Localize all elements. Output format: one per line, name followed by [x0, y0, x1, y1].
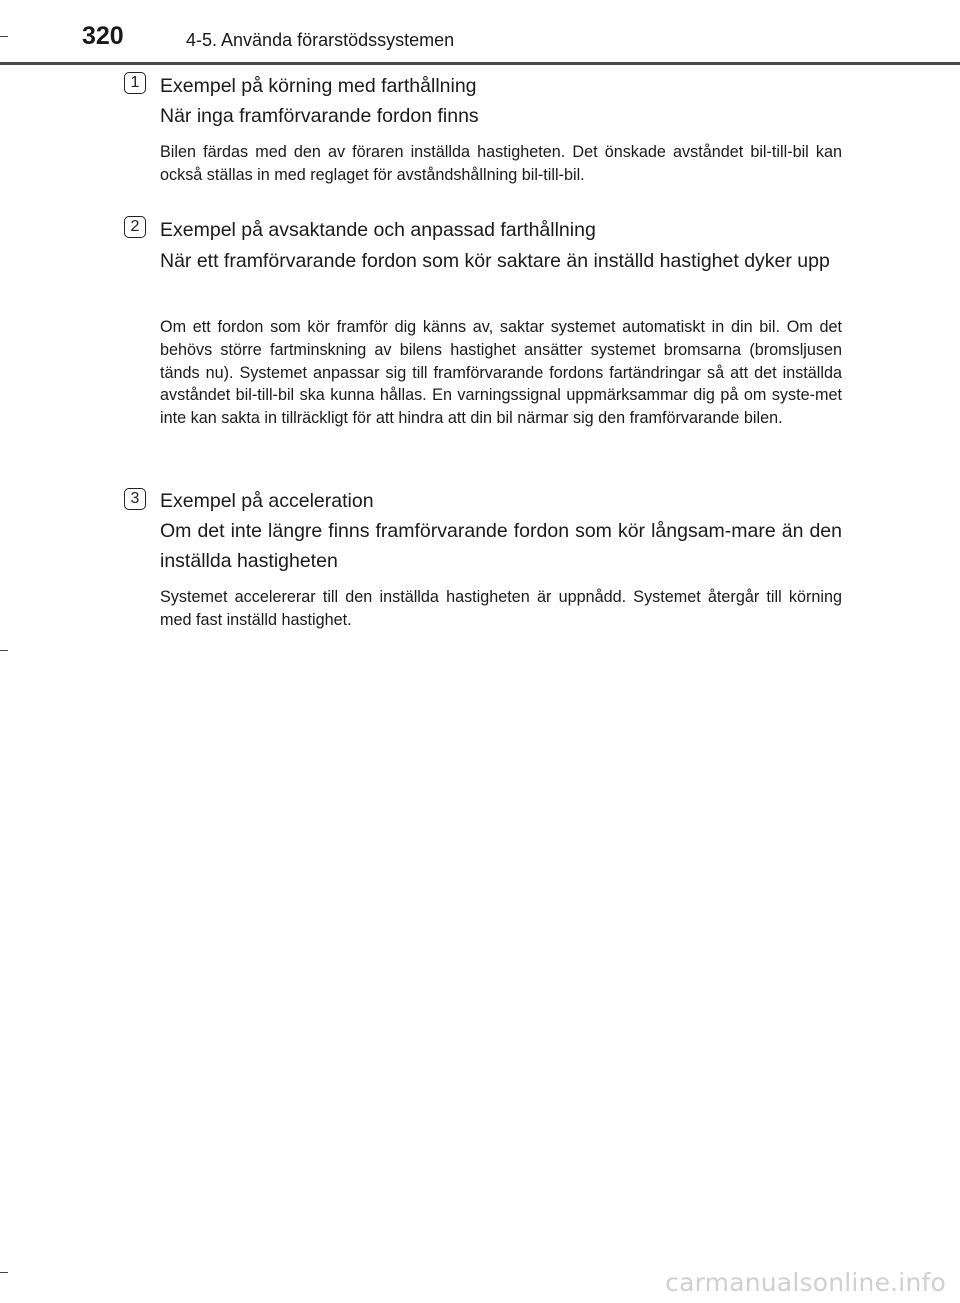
item-body: Systemet accelererar till den inställda hastigheten är uppnådd. Systemet återgår till körning med fast inställd hastighet. [160, 588, 842, 629]
item-title: Exempel på körning med farthållning [160, 75, 477, 97]
crop-mark [0, 650, 8, 651]
item-title: Exempel på avsaktande och anpassad farthållning [160, 219, 596, 241]
crop-mark [0, 1272, 8, 1273]
header-divider [0, 62, 960, 65]
page-number: 320 [82, 22, 124, 50]
item-subtitle: När inga framförvarande fordon finns [160, 105, 479, 127]
item-subtitle: Om det inte längre finns framförvarande fordon som kör långsam-mare än den inställda hastigheten [160, 520, 842, 572]
item-number-badge: 2 [124, 216, 146, 238]
watermark-text: carmanualsonline.info [665, 1268, 946, 1297]
section-title: 4-5. Använda förarstödssystemen [186, 30, 455, 50]
crop-mark [0, 36, 8, 37]
item-subtitle: När ett framförvarande fordon som kör saktare än inställd hastighet dyker upp [160, 250, 830, 272]
item-number-badge: 1 [124, 72, 146, 94]
item-body: Bilen färdas med den av föraren inställda hastigheten. Det önskade avståndet bil-till-bil kan också ställas in med reglaget för avståndshållning bil-till-bil. [160, 143, 842, 184]
item-number-badge: 3 [124, 488, 146, 510]
item-title: Exempel på acceleration [160, 490, 374, 512]
item-body: Om ett fordon som kör framför dig känns av, saktar systemet automatiskt in din bil. Om det behövs större fartminskning av bilens hastighet ansätter systemet bromsarna (bromsljusen tänds nu). Systemet anpassar sig till framförvarande fordons fartändringar så att det inställda avståndet bil-till-bil ska kunna hållas. En varningssignal uppmärksammar dig på om syste-met inte kan sakta in tillräckligt för att hindra att din bil närmar sig den framförvarande bilen. [160, 318, 842, 428]
